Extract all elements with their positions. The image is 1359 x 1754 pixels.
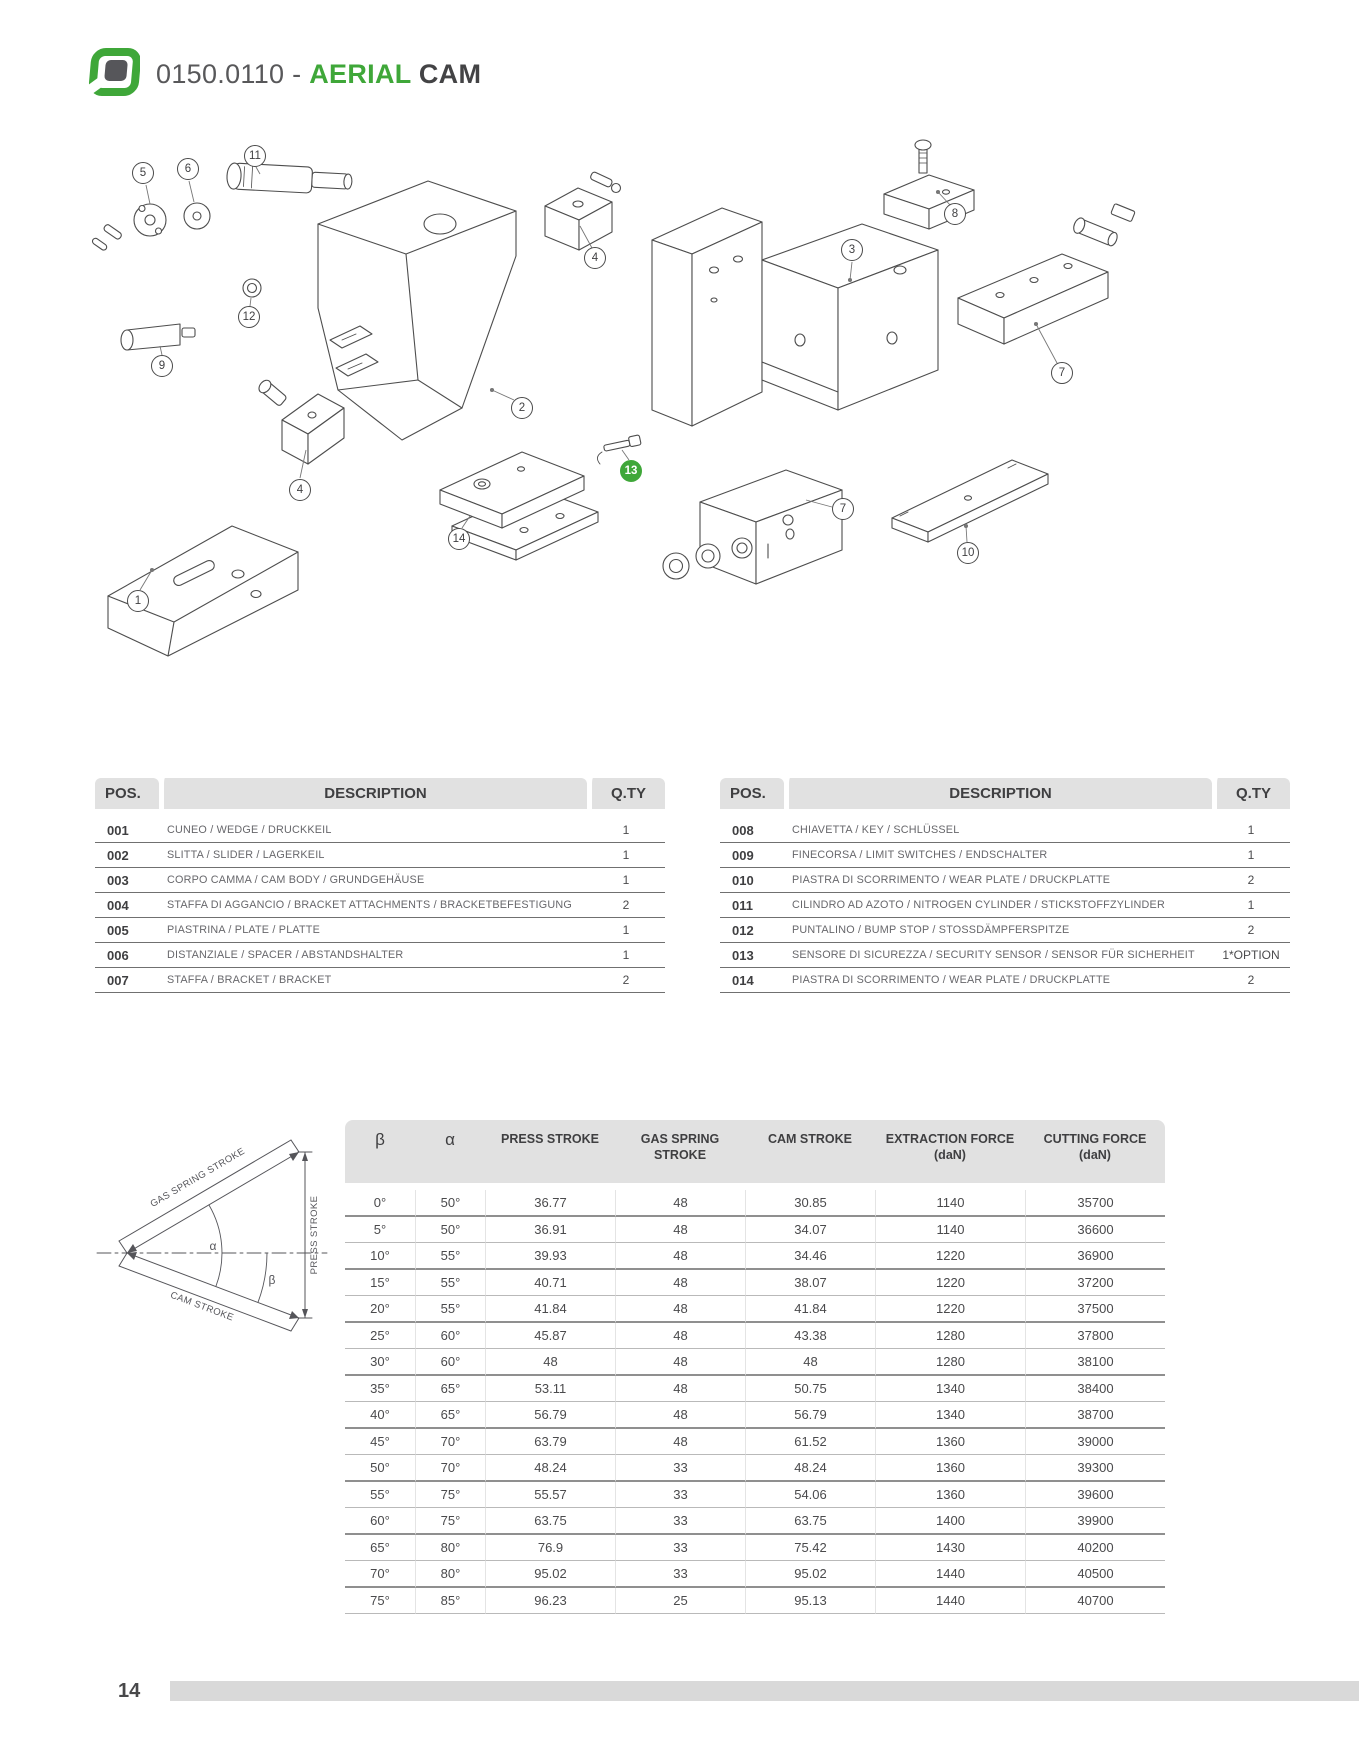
stroke-table-row bbox=[345, 1508, 1165, 1535]
page-title bbox=[156, 59, 481, 90]
beta-value: 15° bbox=[345, 1270, 415, 1296]
gas-spring-stroke-value: 48 bbox=[615, 1429, 745, 1455]
alpha-value: 50° bbox=[415, 1190, 485, 1217]
extraction-force-value: 1430 bbox=[875, 1535, 1025, 1561]
alpha-value: 85° bbox=[415, 1588, 485, 1614]
table-row bbox=[720, 818, 1290, 843]
cutting-force-value: 40200 bbox=[1025, 1535, 1165, 1561]
part-description: STAFFA / BRACKET / BRACKET bbox=[159, 968, 587, 993]
press-stroke-value: 63.79 bbox=[485, 1429, 615, 1455]
product-name-rest: CAM bbox=[411, 59, 482, 89]
callout-10: 10 bbox=[957, 542, 979, 564]
extraction-force-value: 1360 bbox=[875, 1482, 1025, 1508]
extraction-force-value: 1400 bbox=[875, 1508, 1025, 1535]
stroke-table-row bbox=[345, 1296, 1165, 1323]
part-qty: 1 bbox=[587, 818, 665, 843]
extraction-force-value: 1280 bbox=[875, 1349, 1025, 1376]
column-header-cam-stroke: CAM STROKE bbox=[745, 1120, 875, 1190]
press-stroke-value: 36.77 bbox=[485, 1190, 615, 1217]
beta-value: 35° bbox=[345, 1376, 415, 1402]
part-description: STAFFA DI AGGANCIO / BRACKET ATTACHMENTS / BRACKETBEFESTIGUNG bbox=[159, 893, 587, 918]
part-qty: 2 bbox=[587, 968, 665, 993]
part-qty: 1 bbox=[1212, 843, 1290, 868]
beta-value: 75° bbox=[345, 1588, 415, 1614]
part-pos: 005 bbox=[95, 918, 159, 943]
column-header-gas-spring-stroke: GAS SPRING STROKE bbox=[615, 1120, 745, 1190]
alpha-value: 55° bbox=[415, 1296, 485, 1323]
part-qty: 1*OPTION bbox=[1212, 943, 1290, 968]
stroke-table-row bbox=[345, 1376, 1165, 1402]
cam-stroke-value: 34.46 bbox=[745, 1243, 875, 1270]
press-stroke-value: 63.75 bbox=[485, 1508, 615, 1535]
press-stroke-value: 48 bbox=[485, 1349, 615, 1376]
column-header-press-stroke: PRESS STROKE bbox=[485, 1120, 615, 1190]
cutting-force-value: 38100 bbox=[1025, 1349, 1165, 1376]
beta-value: 5° bbox=[345, 1217, 415, 1243]
page-header bbox=[88, 48, 481, 101]
gas-spring-stroke-value: 48 bbox=[615, 1243, 745, 1270]
stroke-table-row bbox=[345, 1270, 1165, 1296]
table-row bbox=[720, 968, 1290, 993]
alpha-value: 70° bbox=[415, 1455, 485, 1482]
part-description: PIASTRA DI SCORRIMENTO / WEAR PLATE / DRUCKPLATTE bbox=[784, 968, 1212, 993]
gas-spring-stroke-value: 48 bbox=[615, 1270, 745, 1296]
exploded-view-diagram bbox=[0, 128, 1359, 673]
alpha-value: 60° bbox=[415, 1349, 485, 1376]
product-code: 0150.0110 - bbox=[156, 59, 310, 89]
callout-5: 5 bbox=[132, 162, 154, 184]
beta-value: 60° bbox=[345, 1508, 415, 1535]
column-header-qty: Q.TY bbox=[1212, 778, 1290, 818]
column-header-pos: POS. bbox=[95, 778, 159, 818]
part-description: PIASTRINA / PLATE / PLATTE bbox=[159, 918, 587, 943]
table-row bbox=[720, 943, 1290, 968]
gas-spring-stroke-value: 25 bbox=[615, 1588, 745, 1614]
beta-value: 20° bbox=[345, 1296, 415, 1323]
stroke-table-row bbox=[345, 1402, 1165, 1429]
part-qty: 1 bbox=[587, 868, 665, 893]
part-bracket-right bbox=[958, 203, 1135, 344]
part-bracket-lower bbox=[663, 470, 842, 584]
gas-spring-stroke-value: 48 bbox=[615, 1296, 745, 1323]
part-plate-pins bbox=[91, 204, 166, 251]
press-stroke-value: 39.93 bbox=[485, 1243, 615, 1270]
column-header-alpha: α bbox=[415, 1120, 485, 1190]
stroke-table-row bbox=[345, 1482, 1165, 1508]
part-qty: 2 bbox=[1212, 918, 1290, 943]
press-stroke-value: 76.9 bbox=[485, 1535, 615, 1561]
table-row bbox=[95, 968, 665, 993]
gas-spring-stroke-value: 48 bbox=[615, 1190, 745, 1217]
part-qty: 1 bbox=[587, 918, 665, 943]
alpha-value: 55° bbox=[415, 1243, 485, 1270]
part-qty: 1 bbox=[1212, 818, 1290, 843]
part-description: CUNEO / WEDGE / DRUCKKEIL bbox=[159, 818, 587, 843]
beta-value: 65° bbox=[345, 1535, 415, 1561]
beta-value: 50° bbox=[345, 1455, 415, 1482]
part-bracket-upper bbox=[545, 171, 621, 250]
part-nitrogen-cylinder bbox=[226, 163, 352, 196]
gas-spring-stroke-value: 48 bbox=[615, 1349, 745, 1376]
cam-stroke-value: 75.42 bbox=[745, 1535, 875, 1561]
cam-stroke-value: 54.06 bbox=[745, 1482, 875, 1508]
extraction-force-value: 1220 bbox=[875, 1243, 1025, 1270]
callout-4a: 4 bbox=[584, 247, 606, 269]
part-pos: 008 bbox=[720, 818, 784, 843]
parts-tables bbox=[95, 778, 1290, 993]
table-row bbox=[95, 868, 665, 893]
callout-7b: 7 bbox=[832, 498, 854, 520]
alpha-value: 70° bbox=[415, 1429, 485, 1455]
stroke-table-row bbox=[345, 1588, 1165, 1614]
cutting-force-value: 38400 bbox=[1025, 1376, 1165, 1402]
part-pos: 001 bbox=[95, 818, 159, 843]
extraction-force-value: 1140 bbox=[875, 1190, 1025, 1217]
page-number: 14 bbox=[118, 1680, 141, 1702]
extraction-force-value: 1340 bbox=[875, 1402, 1025, 1429]
part-pos: 013 bbox=[720, 943, 784, 968]
part-qty: 2 bbox=[587, 893, 665, 918]
beta-value: 40° bbox=[345, 1402, 415, 1429]
part-pos: 010 bbox=[720, 868, 784, 893]
part-bump-stop bbox=[243, 279, 261, 297]
extraction-force-value: 1340 bbox=[875, 1376, 1025, 1402]
callout-9: 9 bbox=[151, 355, 173, 377]
table-row bbox=[720, 893, 1290, 918]
cam-stroke-value: 48.24 bbox=[745, 1455, 875, 1482]
stroke-table-row bbox=[345, 1561, 1165, 1588]
cam-stroke-value: 30.85 bbox=[745, 1190, 875, 1217]
extraction-force-value: 1440 bbox=[875, 1588, 1025, 1614]
cutting-force-value: 37800 bbox=[1025, 1323, 1165, 1349]
alpha-value: 55° bbox=[415, 1270, 485, 1296]
alpha-value: 60° bbox=[415, 1323, 485, 1349]
cutting-force-value: 40700 bbox=[1025, 1588, 1165, 1614]
product-name-accent: AERIAL bbox=[309, 59, 412, 89]
extraction-force-value: 1360 bbox=[875, 1455, 1025, 1482]
cutting-force-value: 37500 bbox=[1025, 1296, 1165, 1323]
callout-12: 12 bbox=[238, 306, 260, 328]
callout-6: 6 bbox=[177, 158, 199, 180]
alpha-value: 80° bbox=[415, 1535, 485, 1561]
part-slider-assembly bbox=[652, 208, 938, 426]
part-description: FINECORSA / LIMIT SWITCHES / ENDSCHALTER bbox=[784, 843, 1212, 868]
callout-11: 11 bbox=[244, 145, 266, 167]
table-row bbox=[720, 918, 1290, 943]
press-stroke-value: 48.24 bbox=[485, 1455, 615, 1482]
part-qty: 1 bbox=[587, 843, 665, 868]
press-stroke-value: 96.23 bbox=[485, 1588, 615, 1614]
cutting-force-value: 35700 bbox=[1025, 1190, 1165, 1217]
alpha-value: 65° bbox=[415, 1376, 485, 1402]
cutting-force-value: 39000 bbox=[1025, 1429, 1165, 1455]
press-stroke-label: PRESS STROKE bbox=[309, 1195, 320, 1275]
parts-table-right-header bbox=[720, 778, 1290, 818]
stroke-table-row bbox=[345, 1429, 1165, 1455]
column-header-description: DESCRIPTION bbox=[159, 778, 587, 818]
stroke-table-row bbox=[345, 1190, 1165, 1217]
beta-value: 10° bbox=[345, 1243, 415, 1270]
part-qty: 1 bbox=[1212, 893, 1290, 918]
press-stroke-value: 56.79 bbox=[485, 1402, 615, 1429]
stroke-data-table bbox=[345, 1120, 1165, 1614]
beta-value: 25° bbox=[345, 1323, 415, 1349]
gas-spring-stroke-value: 48 bbox=[615, 1402, 745, 1429]
part-pos: 007 bbox=[95, 968, 159, 993]
cam-stroke-label: CAM STROKE bbox=[168, 1289, 236, 1324]
alpha-label: α bbox=[209, 1239, 217, 1253]
column-header-pos: POS. bbox=[720, 778, 784, 818]
extraction-force-value: 1140 bbox=[875, 1217, 1025, 1243]
part-description: CORPO CAMMA / CAM BODY / GRUNDGEHÄUSE bbox=[159, 868, 587, 893]
press-stroke-value: 95.02 bbox=[485, 1561, 615, 1588]
column-header-description: DESCRIPTION bbox=[784, 778, 1212, 818]
cutting-force-value: 36900 bbox=[1025, 1243, 1165, 1270]
cutting-force-value: 39900 bbox=[1025, 1508, 1165, 1535]
table-row bbox=[95, 943, 665, 968]
table-row bbox=[95, 818, 665, 843]
column-header-beta: β bbox=[345, 1120, 415, 1190]
gas-spring-stroke-value: 48 bbox=[615, 1323, 745, 1349]
part-qty: 2 bbox=[1212, 968, 1290, 993]
stroke-table-header bbox=[345, 1120, 1165, 1190]
table-row bbox=[95, 918, 665, 943]
callout-14: 14 bbox=[448, 528, 470, 550]
gas-spring-stroke-value: 48 bbox=[615, 1376, 745, 1402]
cutting-force-value: 38700 bbox=[1025, 1402, 1165, 1429]
part-qty: 1 bbox=[587, 943, 665, 968]
part-description: CHIAVETTA / KEY / SCHLÜSSEL bbox=[784, 818, 1212, 843]
cam-stroke-value: 43.38 bbox=[745, 1323, 875, 1349]
alpha-value: 75° bbox=[415, 1508, 485, 1535]
cutting-force-value: 39600 bbox=[1025, 1482, 1165, 1508]
stroke-table-row bbox=[345, 1217, 1165, 1243]
cutting-force-value: 40500 bbox=[1025, 1561, 1165, 1588]
part-description: PIASTRA DI SCORRIMENTO / WEAR PLATE / DRUCKPLATTE bbox=[784, 868, 1212, 893]
gas-spring-stroke-value: 33 bbox=[615, 1482, 745, 1508]
press-stroke-value: 40.71 bbox=[485, 1270, 615, 1296]
cam-stroke-value: 56.79 bbox=[745, 1402, 875, 1429]
cam-stroke-value: 50.75 bbox=[745, 1376, 875, 1402]
extraction-force-value: 1280 bbox=[875, 1323, 1025, 1349]
stroke-table-row bbox=[345, 1455, 1165, 1482]
part-bracket-lower-left bbox=[257, 378, 344, 464]
callout-13: 13 bbox=[620, 460, 642, 482]
cam-stroke-value: 95.02 bbox=[745, 1561, 875, 1588]
table-row bbox=[95, 843, 665, 868]
part-limit-switch bbox=[121, 324, 195, 350]
alpha-value: 80° bbox=[415, 1561, 485, 1588]
beta-value: 70° bbox=[345, 1561, 415, 1588]
callout-4b: 4 bbox=[289, 479, 311, 501]
part-description: SLITTA / SLIDER / LAGERKEIL bbox=[159, 843, 587, 868]
part-pos: 006 bbox=[95, 943, 159, 968]
stroke-angle-diagram bbox=[95, 1100, 340, 1335]
gas-spring-stroke-value: 33 bbox=[615, 1508, 745, 1535]
alpha-value: 65° bbox=[415, 1402, 485, 1429]
beta-value: 55° bbox=[345, 1482, 415, 1508]
part-description: PUNTALINO / BUMP STOP / STOSSDÄMPFERSPITZE bbox=[784, 918, 1212, 943]
part-qty: 2 bbox=[1212, 868, 1290, 893]
parts-table-right bbox=[720, 778, 1290, 993]
extraction-force-value: 1220 bbox=[875, 1296, 1025, 1323]
parts-table-left bbox=[95, 778, 665, 993]
table-row bbox=[720, 843, 1290, 868]
beta-label: β bbox=[268, 1273, 276, 1287]
cutting-force-value: 36600 bbox=[1025, 1217, 1165, 1243]
part-pos: 004 bbox=[95, 893, 159, 918]
press-stroke-value: 53.11 bbox=[485, 1376, 615, 1402]
part-description: SENSORE DI SICUREZZA / SECURITY SENSOR / SENSOR FÜR SICHERHEIT bbox=[784, 943, 1212, 968]
press-stroke-value: 45.87 bbox=[485, 1323, 615, 1349]
press-stroke-value: 36.91 bbox=[485, 1217, 615, 1243]
part-pos: 014 bbox=[720, 968, 784, 993]
cam-stroke-value: 63.75 bbox=[745, 1508, 875, 1535]
cam-stroke-value: 61.52 bbox=[745, 1429, 875, 1455]
column-header-extraction-force: EXTRACTION FORCE (daN) bbox=[875, 1120, 1025, 1190]
gas-spring-stroke-value: 33 bbox=[615, 1561, 745, 1588]
stroke-table-row bbox=[345, 1243, 1165, 1270]
parts-table-left-header bbox=[95, 778, 665, 818]
gas-spring-stroke-value: 48 bbox=[615, 1217, 745, 1243]
cam-stroke-value: 95.13 bbox=[745, 1588, 875, 1614]
part-pos: 003 bbox=[95, 868, 159, 893]
callout-7a: 7 bbox=[1051, 362, 1073, 384]
stroke-table-row bbox=[345, 1349, 1165, 1376]
part-pos: 011 bbox=[720, 893, 784, 918]
stroke-table-row bbox=[345, 1323, 1165, 1349]
part-pos: 012 bbox=[720, 918, 784, 943]
gas-spring-stroke-value: 33 bbox=[615, 1455, 745, 1482]
beta-value: 45° bbox=[345, 1429, 415, 1455]
callout-3: 3 bbox=[841, 239, 863, 261]
table-row bbox=[95, 893, 665, 918]
part-description: CILINDRO AD AZOTO / NITROGEN CYLINDER / STICKSTOFFZYLINDER bbox=[784, 893, 1212, 918]
beta-value: 0° bbox=[345, 1190, 415, 1217]
callout-8: 8 bbox=[944, 203, 966, 225]
part-pos: 009 bbox=[720, 843, 784, 868]
callout-1: 1 bbox=[127, 590, 149, 612]
column-header-cutting-force: CUTTING FORCE (daN) bbox=[1025, 1120, 1165, 1190]
cutting-force-value: 37200 bbox=[1025, 1270, 1165, 1296]
cam-stroke-value: 38.07 bbox=[745, 1270, 875, 1296]
extraction-force-value: 1220 bbox=[875, 1270, 1025, 1296]
beta-value: 30° bbox=[345, 1349, 415, 1376]
press-stroke-value: 55.57 bbox=[485, 1482, 615, 1508]
column-header-qty: Q.TY bbox=[587, 778, 665, 818]
part-cam-body bbox=[318, 181, 516, 440]
alpha-value: 50° bbox=[415, 1217, 485, 1243]
press-stroke-value: 41.84 bbox=[485, 1296, 615, 1323]
part-wear-plate-right bbox=[892, 460, 1048, 542]
part-pos: 002 bbox=[95, 843, 159, 868]
extraction-force-value: 1360 bbox=[875, 1429, 1025, 1455]
table-row bbox=[720, 868, 1290, 893]
brand-logo-icon bbox=[88, 48, 140, 101]
cutting-force-value: 39300 bbox=[1025, 1455, 1165, 1482]
callout-2: 2 bbox=[511, 397, 533, 419]
exploded-view-drawing bbox=[0, 128, 1359, 673]
alpha-value: 75° bbox=[415, 1482, 485, 1508]
cam-stroke-value: 41.84 bbox=[745, 1296, 875, 1323]
cam-stroke-value: 48 bbox=[745, 1349, 875, 1376]
part-description: DISTANZIALE / SPACER / ABSTANDSHALTER bbox=[159, 943, 587, 968]
cam-stroke-value: 34.07 bbox=[745, 1217, 875, 1243]
part-spacer-disc bbox=[184, 203, 210, 229]
extraction-force-value: 1440 bbox=[875, 1561, 1025, 1588]
gas-spring-stroke-label: GAS SPRING STROKE bbox=[148, 1145, 247, 1210]
stroke-table-row bbox=[345, 1535, 1165, 1561]
gas-spring-stroke-value: 33 bbox=[615, 1535, 745, 1561]
footer-bar bbox=[170, 1681, 1359, 1701]
